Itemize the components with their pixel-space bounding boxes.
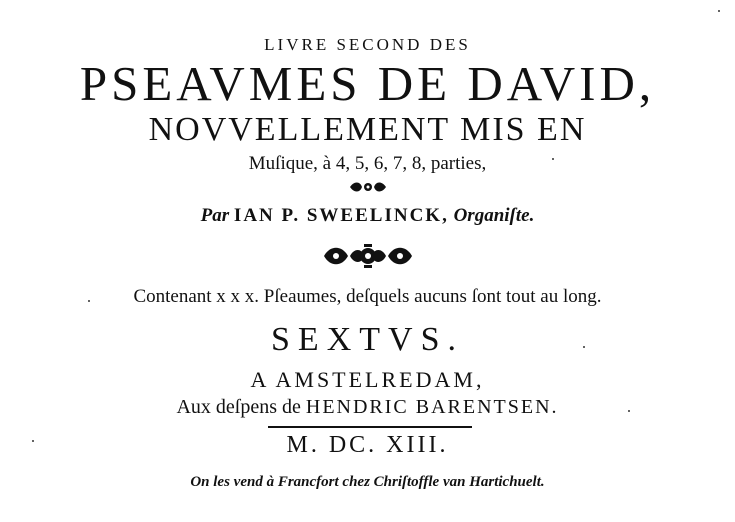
publisher-line <box>0 397 735 417</box>
publisher-prefix: Aux deſpens de <box>176 396 301 418</box>
large-fleuron-icon <box>0 243 735 273</box>
book-label: LIVRE SECOND DES <box>264 35 471 54</box>
publisher-name: HENDRIC BARENTSEN. <box>305 396 559 418</box>
divider-rule <box>268 426 472 428</box>
paper-speck <box>628 410 630 412</box>
main-title: PSEAVMES DE DAVID, <box>79 56 656 111</box>
subtitle: NOVVELLEMENT MIS EN <box>148 111 587 148</box>
imprint-city: A AMSTELREDAM, <box>250 367 485 392</box>
parts-line: Muſique, à 4, 5, 6, 7, 8, parties, <box>248 153 487 174</box>
imprint-year: M. DC. XIII. <box>286 432 449 458</box>
paper-speck <box>552 158 554 160</box>
part-name: SEXTVS. <box>271 321 464 358</box>
contents-line: Contenant x x x. Pſeaumes, deſquels aucuns ſont tout au long. <box>133 286 602 307</box>
paper-speck <box>718 10 720 12</box>
paper-speck <box>32 440 34 442</box>
paper-speck <box>583 346 585 348</box>
paper-speck <box>88 300 90 302</box>
author-prefix: Par <box>200 205 230 226</box>
author-title: Organiſte. <box>453 205 535 226</box>
sales-note: On les vend à Francfort chez Chriſtoffle van Hartichuelt. <box>190 474 545 490</box>
author-line <box>0 206 735 225</box>
small-fleuron-icon <box>0 181 735 197</box>
author-name: IAN P. SWEELINCK, <box>233 205 449 226</box>
